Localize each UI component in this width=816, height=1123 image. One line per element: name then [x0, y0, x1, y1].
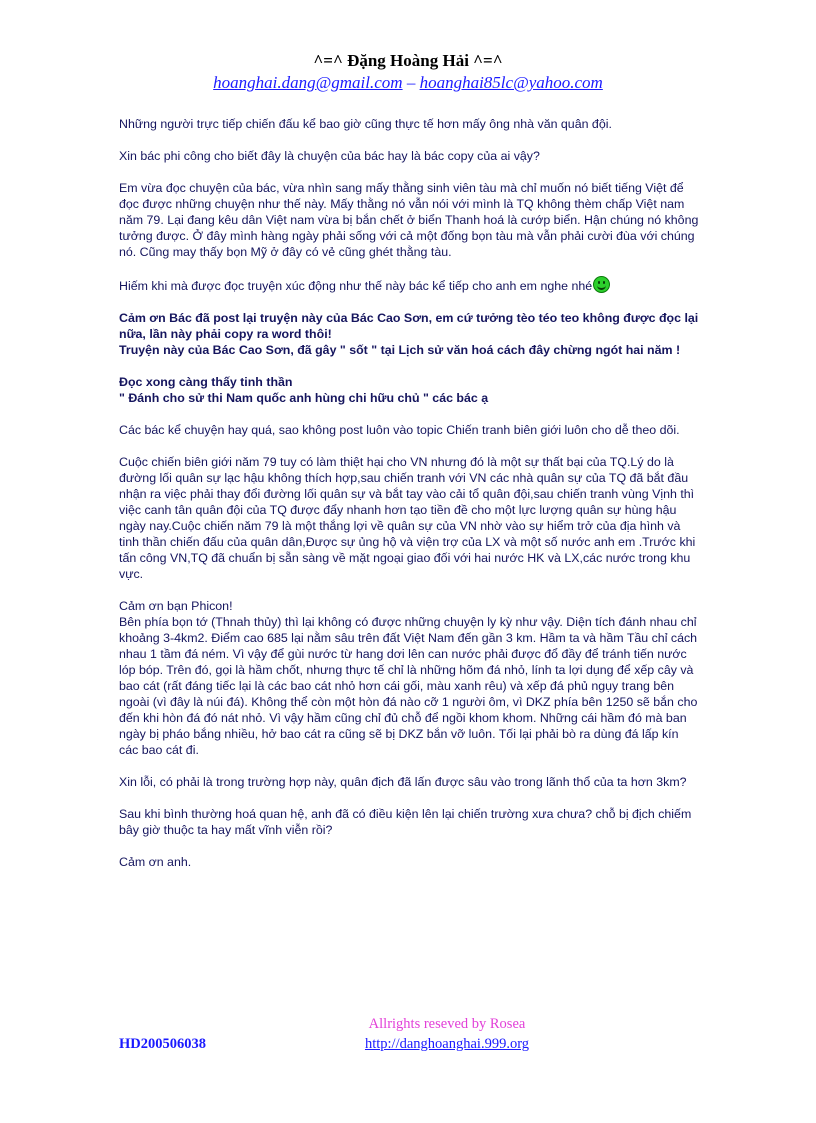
document-code: HD200506038	[119, 1036, 206, 1052]
site-link[interactable]: http://danghoanghai.999.org	[364, 1036, 530, 1052]
paragraph-7: Các bác kể chuyện hay quá, sao không post luôn vào topic Chiến tranh biên giới luôn cho dễ theo dõi.	[119, 423, 680, 437]
page-header	[0, 50, 816, 94]
paragraph-5-line-2: Truyện này của Bác Cao Sơn, đã gây " sốt " tại Lịch sử văn hoá cách đây chừng ngót hai năm !	[119, 343, 681, 357]
author-title: ^=^ Đặng Hoàng Hải ^=^	[313, 51, 503, 70]
document-body	[119, 116, 701, 886]
smiley-icon	[593, 276, 610, 293]
paragraph-4	[119, 276, 701, 294]
author-emails	[0, 72, 816, 94]
email-link-gmail[interactable]: hoanghai.dang@gmail.com	[213, 73, 403, 92]
rights-notice: Allrights reseved by Rosea	[368, 1016, 526, 1032]
paragraph-4-text: Hiếm khi mà được đọc truyện xúc động như thế này bác kể tiếp cho anh em nghe nhé	[119, 279, 593, 293]
email-link-yahoo[interactable]: hoanghai85lc@yahoo.com	[419, 73, 603, 92]
paragraph-10: Xin lỗi, có phải là trong trường hợp này, quân địch đã lấn được sâu vào trong lãnh thổ của ta hơn 3km?	[119, 775, 687, 789]
paragraph-12: Cảm ơn anh.	[119, 855, 192, 869]
paragraph-5	[119, 310, 701, 358]
email-separator: –	[402, 73, 420, 92]
footer-credits	[340, 1014, 554, 1054]
paragraph-9	[119, 598, 701, 758]
paragraph-1: Những người trực tiếp chiến đấu kể bao giờ cũng thực tế hơn mấy ông nhà văn quân đội.	[119, 117, 612, 131]
paragraph-8: Cuộc chiến biên giới năm 79 tuy có làm thiệt hại cho VN nhưng đó là một sự thất bại của TQ.Lý do là đường lối quân sự lạc hậu không thích hợp,sau chiến tranh với VN các nhà quân sự của TQ đã bắt đầu nhận ra việc phải thay đổi đường lối quân sự và bắt tay vào cải tổ quân đội,sau chiến tranh vùng Vịnh thì việc canh tân quân đội của TQ được đẩy nhanh hơn tạo tiền đề cho một lực lượng quân sự hùng hậu ngày nay.Cuộc chiến năm 79 là một thắng lợi về quân sự của VN nhờ vào sự hiểm trở của địa hình và tinh thần chiến đấu của quân dân,Được sự ủng hộ và viện trợ của LX và một số nước anh em .Trước khi tấn công VN,TQ đã chuẩn bị sẵn sàng về mặt ngoại giao đối với hai nước HK và LX,các nước trong khu vực.	[119, 455, 696, 581]
paragraph-2: Xin bác phi công cho biết đây là chuyện của bác hay là bác copy của ai vậy?	[119, 149, 540, 163]
paragraph-9-line-1: Cảm ơn bạn Phicon!	[119, 599, 233, 613]
paragraph-9-line-2: Bên phía bọn tớ (Thnah thủy) thì lại không có được những chuyện ly kỳ như vậy. Diện tích đánh nhau chỉ khoảng 3-4km2. Điểm cao 685 lại nằm sâu trên đất Việt Nam đến gần 3 km. Hầm ta và hầm Tầu chỉ cách nhau 1 tầm đá ném. Vì vậy để gùi nước từ hang dơi lên can nước phải được đổ đầy để tránh tiến nước lóp bóp. Trên đó, gọi là hầm chốt, nhưng thực tế chỉ là những hõm đá nhỏ, lính ta lợi dụng để xếp cây và bao cát (rất đáng tiếc lại là các bao cát nhỏ hơn cái gối, màu xanh rêu) và xếp đá phủ ngụy trang bên ngoài (vì đây là núi đá). Không thể còn một hòn đá nào cỡ 1 người ôm, vì DKZ phía bên 1250 sẽ bắn cho đến khi hòn đá đó nát nhỏ. Vì vậy hầm cũng chỉ đủ chỗ để ngồi khom khom. Những cái hầm đó mà ban ngày bị pháo bắng nhiều, hở bao cát ra cũng sẽ bị DKZ bắn vỡ luôn. Tối lại phải bò ra dùng đá lấp kín các bao cát đi.	[119, 615, 698, 757]
paragraph-5-line-1: Cảm ơn Bác đã post lại truyện này của Bác Cao Sơn, em cứ tưởng tèo téo teo không được đọc lại nữa, lần này phải copy ra word thôi!	[119, 311, 699, 341]
paragraph-3: Em vừa đọc chuyện của bác, vừa nhìn sang mấy thằng sinh viên tàu mà chỉ muốn nó biết tiếng Việt để đọc được những chuyện như thế này. Mấy thằng nó vẫn nói với mình là TQ không thèm chấp Việt nam năm 79. Lại đang kêu dân Việt nam vừa bị bắn chết ở biển Thanh hoá là cướp biển. Hận chúng nó không tưởng được. Ở đây mình hàng ngày phải sống với cả một đống bọn tàu mà vẫn phải cười đùa với chúng nó. Cũng may thấy bọn Mỹ ở đây có vẻ cũng ghét thằng tàu.	[119, 181, 699, 259]
paragraph-11: Sau khi bình thường hoá quan hệ, anh đã có điều kiện lên lại chiến trường xưa chưa? chỗ bị địch chiếm bây giờ thuộc ta hay mất vĩnh viễn rồi?	[119, 807, 692, 837]
paragraph-6-line-2: " Đánh cho sử thi Nam quốc anh hùng chi hữu chủ " các bác ạ	[119, 391, 489, 405]
paragraph-6-line-1: Đọc xong càng thấy tinh thần	[119, 375, 293, 389]
paragraph-6	[119, 374, 701, 406]
